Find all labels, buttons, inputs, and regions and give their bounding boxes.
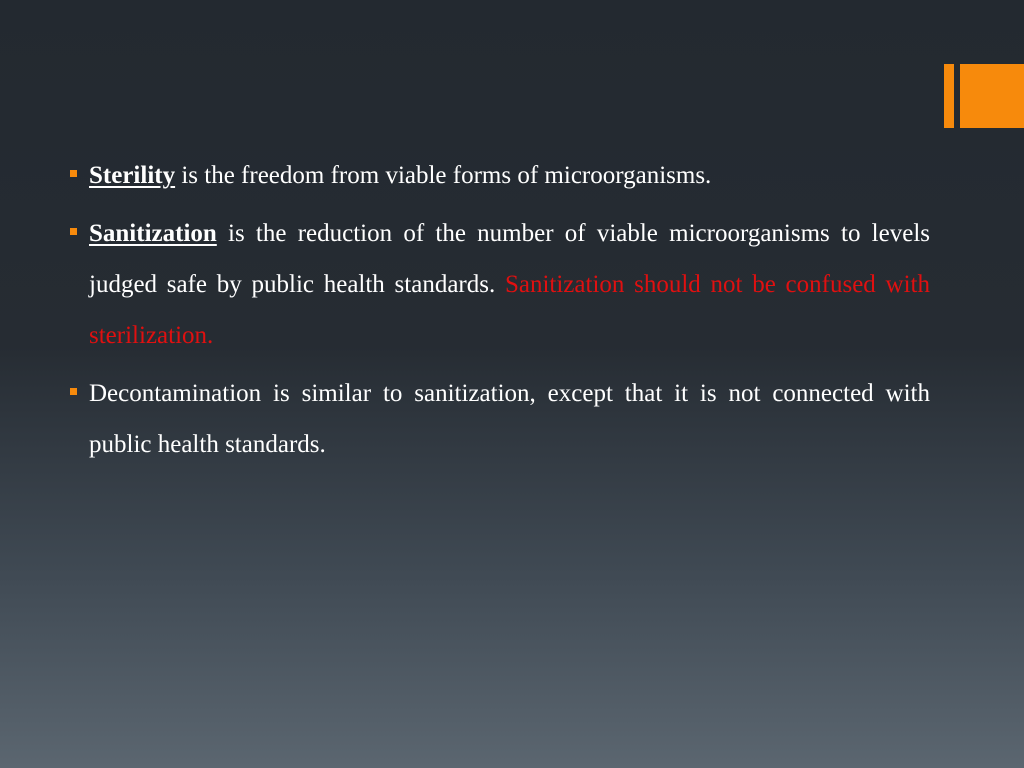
definition-decontamination: Decontamination is similar to sanitization, except that it is not connected with public health standards. [89,380,930,458]
bullet-decontamination [70,368,930,470]
square-bullet-icon [70,170,77,177]
term-sterility: Sterility [89,162,176,189]
bullet-sterility [70,150,930,201]
accent-bar-wide [960,64,1024,128]
definition-sterility: is the freedom from viable forms of microorganisms. [175,162,712,189]
warning-sanitization: Sanitization should not be confused with sterilization. [89,271,930,349]
term-sanitization: Sanitization [89,220,217,247]
definition-sanitization: is the reduction of the number of viable microorganisms to levels judged safe by public health standards. [89,220,930,298]
square-bullet-icon [70,388,77,395]
slide-body [70,150,930,477]
bullet-sanitization [70,208,930,361]
accent-bar-thin [944,64,954,128]
square-bullet-icon [70,228,77,235]
